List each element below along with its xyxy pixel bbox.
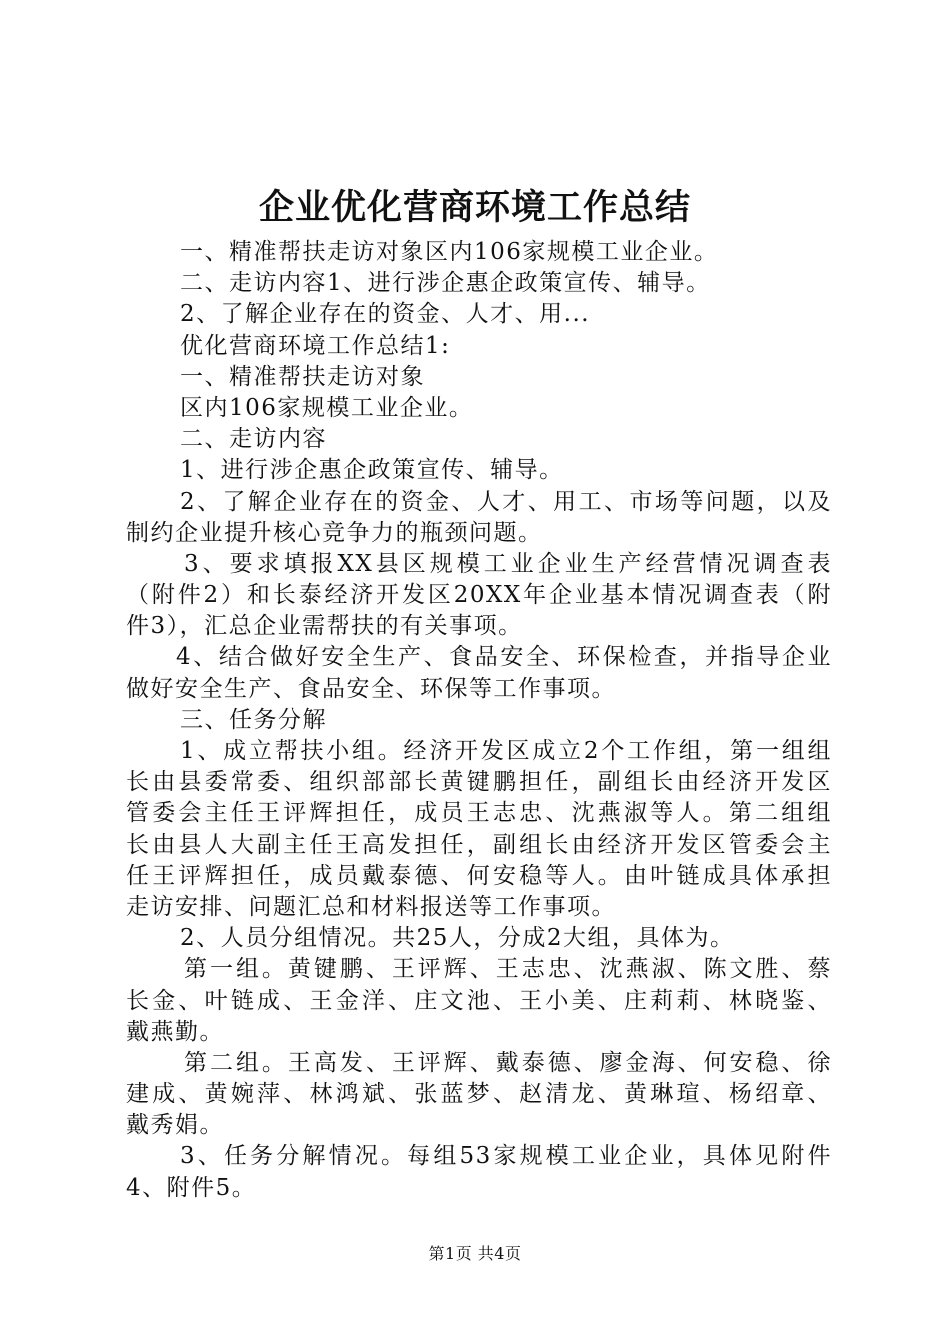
body-line: 1、成立帮扶小组。经济开发区成立2个工作组，第一组组 (180, 738, 832, 764)
body-line: 任王评辉担任，成员戴泰德、何安稳等人。由叶链成具体承担 (126, 862, 832, 889)
document-title: 企业优化营商环境工作总结 (258, 187, 691, 228)
body-line: 3、任务分解情况。每组53家规模工业企业，具体见附件 (180, 1143, 832, 1170)
body-line: 二、走访内容1、进行涉企惠企政策宣传、辅导。 (180, 270, 711, 297)
body-line: 第二组。王高发、王评辉、戴泰德、廖金海、何安稳、徐 (184, 1049, 832, 1076)
body-line: 管委会主任王评辉担任，成员王志忠、沈燕淑等人。第二组组 (126, 800, 832, 827)
body-line: 区内106家规模工业企业。 (180, 394, 474, 421)
body-line: 建成、黄婉萍、林鸿斌、张蓝梦、赵清龙、黄琳瑄、杨绍章、 (126, 1081, 832, 1108)
document-body (126, 237, 832, 1204)
body-line: 戴燕勤。 (126, 1018, 224, 1045)
body-line: 长由县人大副主任王高发担任，副组长由经济开发区管委会主 (126, 831, 832, 858)
body-line: 三、任务分解 (180, 706, 327, 733)
body-line: 一、精准帮扶走访对象 (180, 363, 425, 390)
body-line: 4、附件5。 (126, 1174, 257, 1201)
body-line: 件3），汇总企业需帮扶的有关事项。 (126, 613, 523, 640)
body-line: 制约企业提升核心竞争力的瓶颈问题。 (126, 519, 543, 546)
body-line: 一、精准帮扶走访对象区内106家规模工业企业。 (180, 239, 719, 265)
body-line: 走访安排、问题汇总和材料报送等工作事项。 (126, 893, 616, 920)
page-number-footer: 第1页 共4页 (428, 1244, 522, 1263)
body-line: 长由县委常委、组织部部长黄键鹏担任，副组长由经济开发区 (126, 769, 832, 796)
body-line: 1、进行涉企惠企政策宣传、辅导。 (180, 457, 564, 484)
body-line: 戴秀娟。 (126, 1112, 224, 1139)
body-line: 2、人员分组情况。共25人，分成2大组，具体为。 (180, 925, 735, 952)
body-line: 3、要求填报XX县区规模工业企业生产经营情况调查表 (184, 550, 832, 577)
body-line: 优化营商环境工作总结1: (180, 332, 451, 359)
body-line: 4、结合做好安全生产、食品安全、环保检查，并指导企业 (176, 644, 832, 671)
body-line: 长金、叶链成、王金洋、庄文池、王小美、庄莉莉、林晓鉴、 (126, 987, 832, 1014)
body-line: （附件2）和长泰经济开发区20XX年企业基本情况调查表（附 (126, 582, 832, 609)
body-line: 2、了解企业存在的资金、人才、用... (180, 301, 591, 328)
body-line: 二、走访内容 (180, 426, 327, 453)
body-line: 做好安全生产、食品安全、环保等工作事项。 (126, 675, 616, 702)
body-line: 第一组。黄键鹏、王评辉、王志忠、沈燕淑、陈文胜、蔡 (184, 956, 832, 983)
body-line: 2、了解企业存在的资金、人才、用工、市场等问题，以及 (180, 488, 832, 515)
